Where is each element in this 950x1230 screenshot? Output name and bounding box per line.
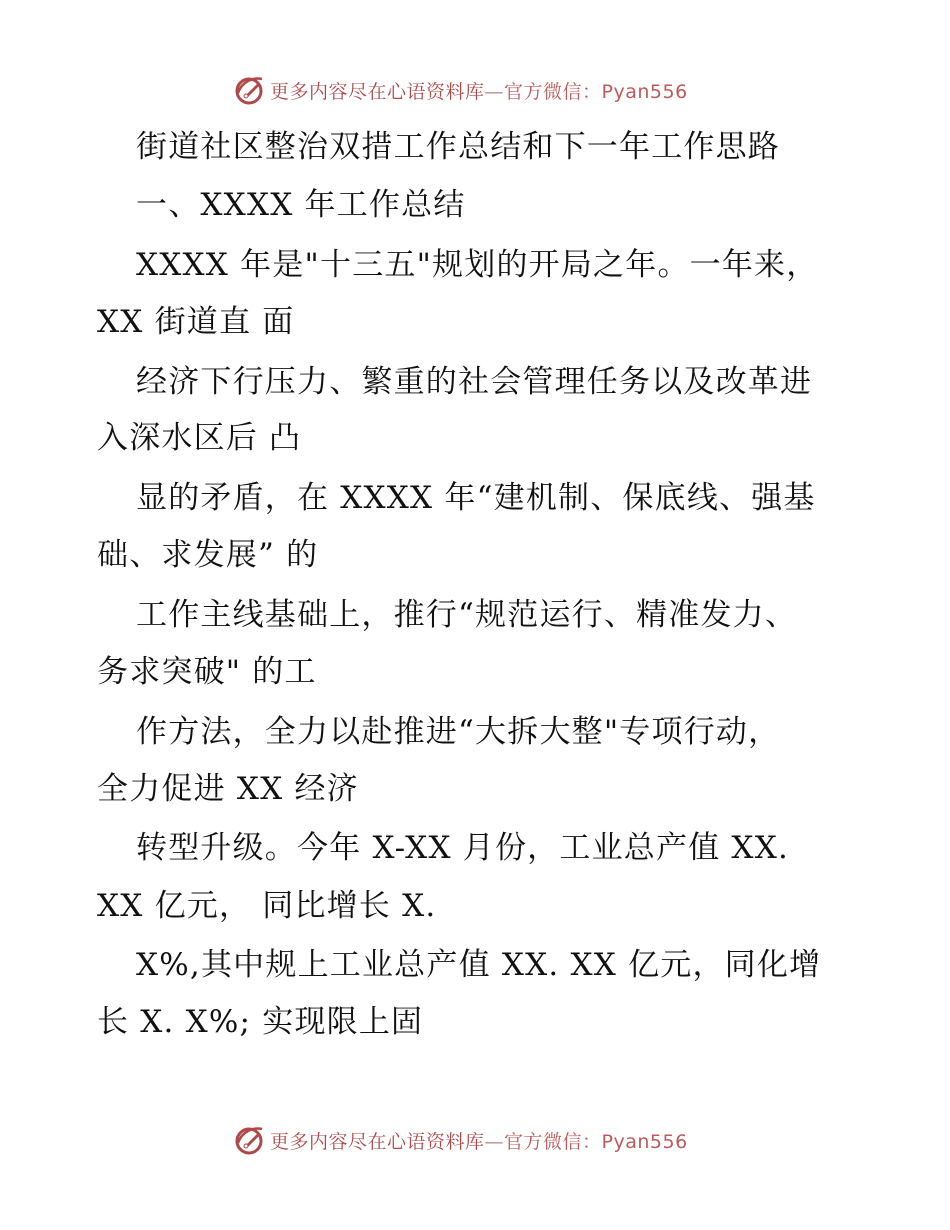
header-banner xyxy=(232,72,688,108)
banner-main-text: 更多内容尽在心语资料库 xyxy=(270,1130,485,1153)
banner-wechat-id: Pyan556 xyxy=(601,80,688,103)
paragraph-line: 作方法，全力以赴推进“大拆大整"专项行动， xyxy=(136,714,781,750)
paragraph-line: 础、求发展” 的 xyxy=(97,537,319,573)
paragraph-line: 工作主线基础上，推行“规范运行、精准发力、 xyxy=(136,597,798,633)
banner-main-text: 更多内容尽在心语资料库 xyxy=(270,80,485,103)
banner-wechat-label: 官方微信： xyxy=(504,80,602,103)
pen-circle-logo-icon xyxy=(232,1123,266,1157)
paragraph-line: 全力促进 XX 经济 xyxy=(97,771,359,807)
paragraph-line: 经济下行压力、繁重的社会管理任务以及改革进 xyxy=(136,364,813,400)
footer-banner xyxy=(232,1122,688,1158)
paragraph-line: 务求突破" 的工 xyxy=(97,654,317,690)
paragraph-line: 转型升级。今年 X-XX 月份，工业总产值 XX. xyxy=(136,830,790,866)
banner-wechat-label: 官方微信： xyxy=(504,1130,602,1153)
paragraph-line: XX 街道直 面 xyxy=(97,304,295,340)
banner-text xyxy=(270,77,688,104)
banner-separator: — xyxy=(484,1130,505,1153)
banner-text xyxy=(270,1127,688,1154)
banner-wechat-id: Pyan556 xyxy=(601,1130,688,1153)
paragraph-line: 显的矛盾，在 XXXX 年“建机制、保底线、强基 xyxy=(136,480,816,516)
paragraph-line: 入深水区后 凸 xyxy=(97,420,302,456)
paragraph-line: 长 X. X%; 实现限上固 xyxy=(97,1004,424,1040)
banner-separator: — xyxy=(484,80,505,103)
paragraph-line: XXXX 年是"十三五"规划的开局之年。一年来， xyxy=(136,247,819,283)
document-title: 街道社区整治双措工作总结和下一年工作思路 xyxy=(136,129,780,165)
paragraph-line: X%,其中规上工业总产值 XX. XX 亿元，同化增 xyxy=(136,947,822,983)
section-heading: 一、XXXX 年工作总结 xyxy=(136,187,466,223)
pen-circle-logo-icon xyxy=(232,73,266,107)
paragraph-line: XX 亿元， 同比增长 X. xyxy=(97,888,437,924)
